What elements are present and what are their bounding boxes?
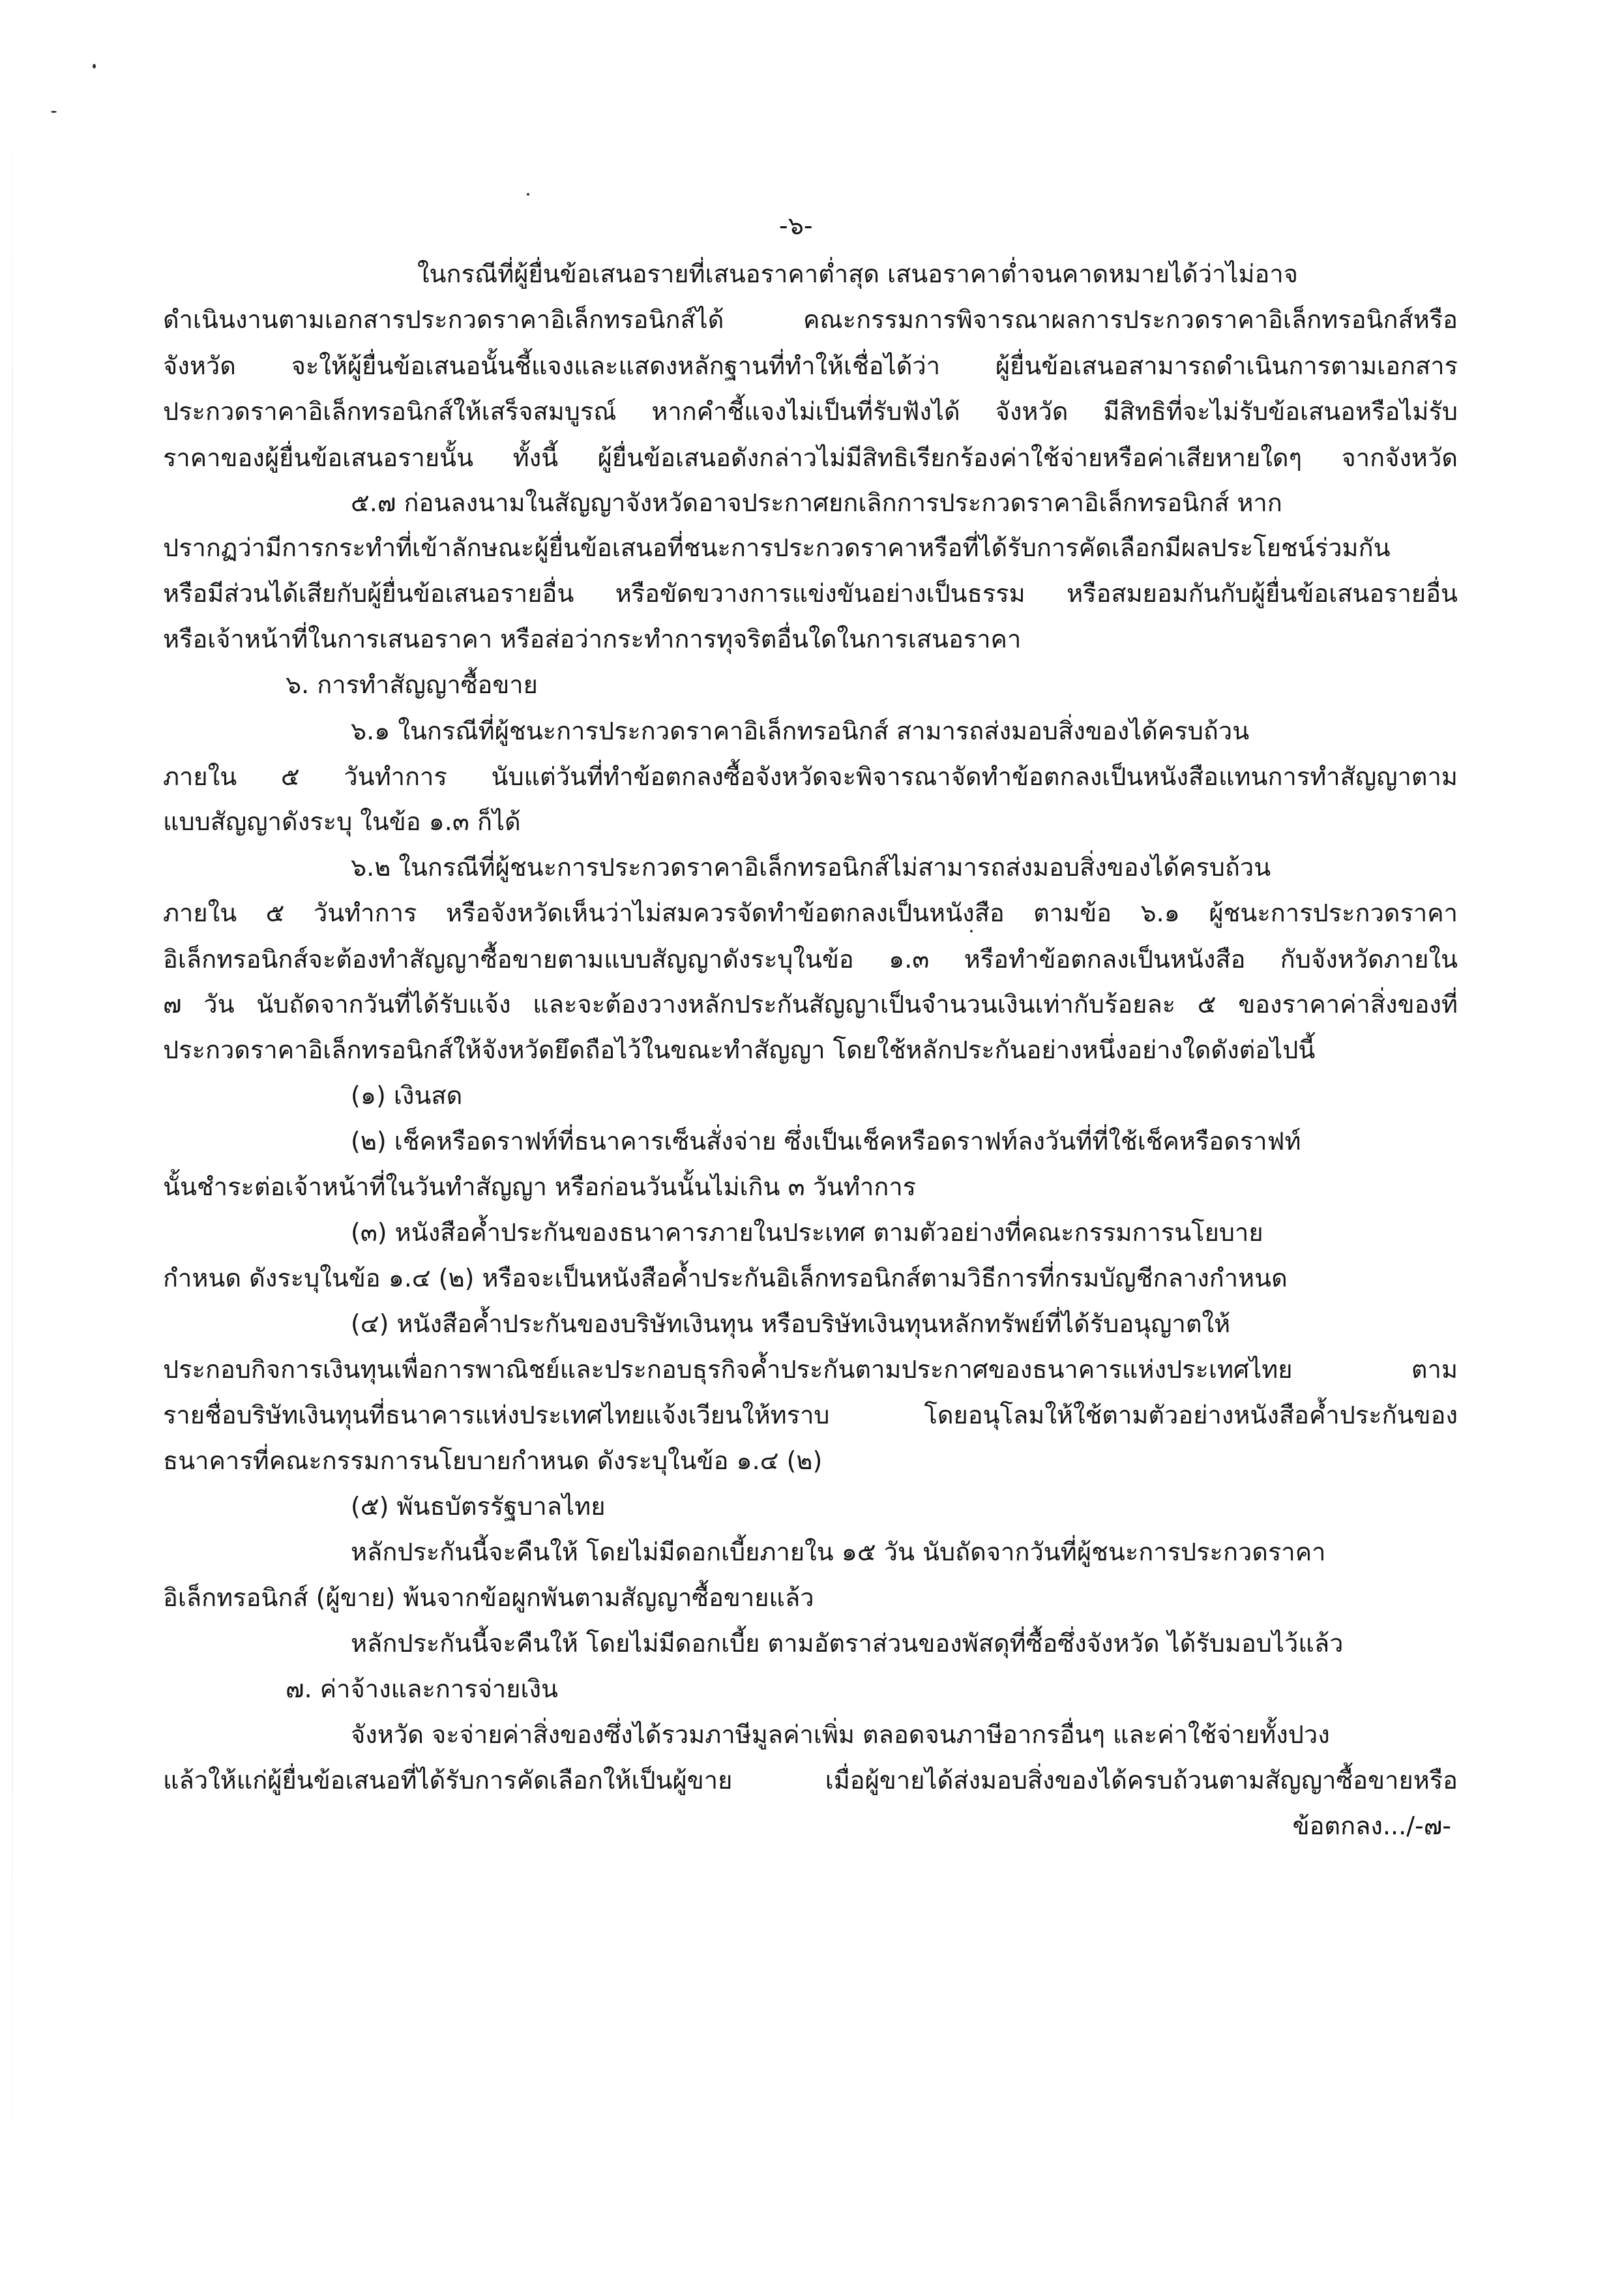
paragraph-line: หลักประกันนี้จะคืนให้ โดยไม่มีดอกเบี้ยภายใน ๑๕ วัน นับถัดจากวันที่ผู้ชนะการประกวดราคา	[351, 1538, 1326, 1566]
list-item-5: (๕) พันธบัตรรัฐบาลไทย	[351, 1492, 606, 1521]
paragraph-line: ราคาของผู้ยื่นข้อเสนอรายนั้น ทั้งนี้ ผู้ยื่นข้อเสนอดังกล่าวไม่มีสิทธิเรียกร้องค่าใช้จ่ายหรือค่าเสียหายใดๆ จากจังหวัด	[163, 443, 1458, 472]
paragraph-line: ประกวดราคาอิเล็กทรอนิกส์ให้เสร็จสมบูรณ์ หากคำชี้แจงไม่เป็นที่รับฟังได้ จังหวัด มีสิทธิที่จะไม่รับข้อเสนอหรือไม่รับ	[163, 397, 1458, 426]
continuation-footer: ข้อตกลง.../-๗-	[1292, 1811, 1451, 1840]
paragraph-line: อิเล็กทรอนิกส์จะต้องทำสัญญาซื้อขายตามแบบสัญญาดังระบุในข้อ ๑.๓ หรือทำข้อตกลงเป็นหนังสือ กับจังหวัดภายใน	[163, 945, 1458, 974]
list-item-2: (๒) เช็คหรือดราฟท์ที่ธนาคารเซ็นสั่งจ่าย ซึ่งเป็นเช็คหรือดราฟท์ลงวันที่ที่ใช้เช็คหรือดราฟท์	[351, 1127, 1301, 1155]
paragraph-line: หรือเจ้าหน้าที่ในการเสนอราคา หรือส่อว่ากระทำการทุจริตอื่นใดในการเสนอราคา	[163, 625, 1022, 653]
paragraph-line: จังหวัด จะจ่ายค่าสิ่งของซึ่งได้รวมภาษีมูลค่าเพิ่ม ตลอดจนภาษีอากรอื่นๆ และค่าใช้จ่ายทั้งปวง	[351, 1720, 1330, 1749]
paragraph-line: ธนาคารที่คณะกรรมการนโยบายกำหนด ดังระบุในข้อ ๑.๔ (๒)	[163, 1446, 823, 1475]
list-item-1: (๑) เงินสด	[351, 1081, 463, 1110]
page-number: -๖-	[779, 211, 813, 240]
paragraph-line: ดำเนินงานตามเอกสารประกวดราคาอิเล็กทรอนิกส์ได้ คณะกรรมการพิจารณาผลการประกวดราคาอิเล็กทรอนิกส์หรือ	[163, 305, 1458, 334]
scan-speck	[51, 111, 57, 113]
paragraph-line: หลักประกันนี้จะคืนให้ โดยไม่มีดอกเบี้ย ตามอัตราส่วนของพัสดุที่ซื้อซึ่งจังหวัด ได้รับมอบไว้แล้ว	[351, 1629, 1344, 1658]
paragraph-line: นั้นชำระต่อเจ้าหน้าที่ในวันทำสัญญา หรือก่อนวันนั้นไม่เกิน ๓ วันทำการ	[163, 1172, 917, 1201]
paragraph-line: อิเล็กทรอนิกส์ (ผู้ขาย) พ้นจากข้อผูกพันตามสัญญาซื้อขายแล้ว	[163, 1583, 814, 1612]
paragraph-line: ในกรณีที่ผู้ยื่นข้อเสนอรายที่เสนอราคาต่ำสุด เสนอราคาต่ำจนคาดหมายได้ว่าไม่อาจ	[417, 260, 1298, 288]
section-6-1-heading: ๖.๑ ในกรณีที่ผู้ชนะการประกวดราคาอิเล็กทรอนิกส์ สามารถส่งมอบสิ่งของได้ครบถ้วน	[351, 717, 1250, 745]
paragraph-line: ประกอบกิจการเงินทุนเพื่อการพาณิชย์และประกอบธุรกิจค้ำประกันตามประกาศของธนาคารแห่งประเทศไทย ตาม	[163, 1355, 1458, 1384]
section-6-2-heading: ๖.๒ ในกรณีที่ผู้ชนะการประกวดราคาอิเล็กทรอนิกส์ไม่สามารถส่งมอบสิ่งของได้ครบถ้วน	[351, 853, 1271, 882]
paragraph-line: ภายใน ๕ วันทำการ นับแต่วันที่ทำข้อตกลงซื้อจังหวัดจะพิจารณาจัดทำข้อตกลงเป็นหนังสือแทนการทำสัญญาตาม	[163, 762, 1458, 791]
paragraph-line: ปรากฏว่ามีการกระทำที่เข้าลักษณะผู้ยื่นข้อเสนอที่ชนะการประกวดราคาหรือที่ได้รับการคัดเลือกมีผลประโยชน์ร่วมกัน	[163, 533, 1391, 562]
paragraph-line: กำหนด ดังระบุในข้อ ๑.๔ (๒) หรือจะเป็นหนังสือค้ำประกันอิเล็กทรอนิกส์ตามวิธีการที่กรมบัญชีกลางกำหนด	[163, 1264, 1288, 1292]
section-5-7-heading: ๕.๗ ก่อนลงนามในสัญญาจังหวัดอาจประกาศยกเลิกการประกวดราคาอิเล็กทรอนิกส์ หาก	[351, 488, 1282, 517]
scan-speck	[527, 193, 529, 196]
paragraph-line: แบบสัญญาดังระบุ ในข้อ ๑.๓ ก็ได้	[163, 807, 521, 836]
list-item-3: (๓) หนังสือค้ำประกันของธนาคารภายในประเทศ ตามตัวอย่างที่คณะกรรมการนโยบาย	[351, 1218, 1263, 1247]
paragraph-line: แล้วให้แก่ผู้ยื่นข้อเสนอที่ได้รับการคัดเลือกให้เป็นผู้ขาย เมื่อผู้ขายได้ส่งมอบสิ่งของได้ครบถ้วนตามสัญญาซื้อขายหรือ	[163, 1766, 1458, 1795]
paragraph-line: ประกวดราคาอิเล็กทรอนิกส์ให้จังหวัดยึดถือไว้ในขณะทำสัญญา โดยใช้หลักประกันอย่างหนึ่งอย่างใดดังต่อไปนี้	[163, 1036, 1316, 1064]
scan-edge-shadow	[12, 104, 13, 2191]
paragraph-line: รายชื่อบริษัทเงินทุนที่ธนาคารแห่งประเทศไทยแจ้งเวียนให้ทราบ โดยอนุโลมให้ใช้ตามตัวอย่างหนังสือค้ำประกันของ	[163, 1401, 1458, 1429]
paragraph-line: หรือมีส่วนได้เสียกับผู้ยื่นข้อเสนอรายอื่น หรือขัดขวางการแข่งขันอย่างเป็นธรรม หรือสมยอมกันกับผู้ยื่นข้อเสนอรายอื่น	[163, 579, 1458, 608]
section-7-heading: ๗. ค่าจ้างและการจ่ายเงิน	[286, 1675, 558, 1703]
scan-speck	[93, 64, 96, 68]
paragraph-line: ภายใน ๕ วันทำการ หรือจังหวัดเห็นว่าไม่สมควรจัดทำข้อตกลงเป็นหนังสือ ตามข้อ ๖.๑ ผู้ชนะการประกวดราคา	[163, 899, 1458, 927]
paragraph-line: ๗ วัน นับถัดจากวันที่ได้รับแจ้ง และจะต้องวางหลักประกันสัญญาเป็นจำนวนเงินเท่ากับร้อยละ ๕ ของราคาค่าสิ่งของที่	[163, 990, 1458, 1019]
paragraph-line: จังหวัด จะให้ผู้ยื่นข้อเสนอนั้นชี้แจงและแสดงหลักฐานที่ทำให้เชื่อได้ว่า ผู้ยื่นข้อเสนอสามารถดำเนินการตามเอกสาร	[163, 351, 1458, 380]
section-6-heading: ๖. การทำสัญญาซื้อขาย	[286, 670, 538, 699]
list-item-4: (๔) หนังสือค้ำประกันของบริษัทเงินทุน หรือบริษัทเงินทุนหลักทรัพย์ที่ได้รับอนุญาตให้	[351, 1309, 1231, 1338]
